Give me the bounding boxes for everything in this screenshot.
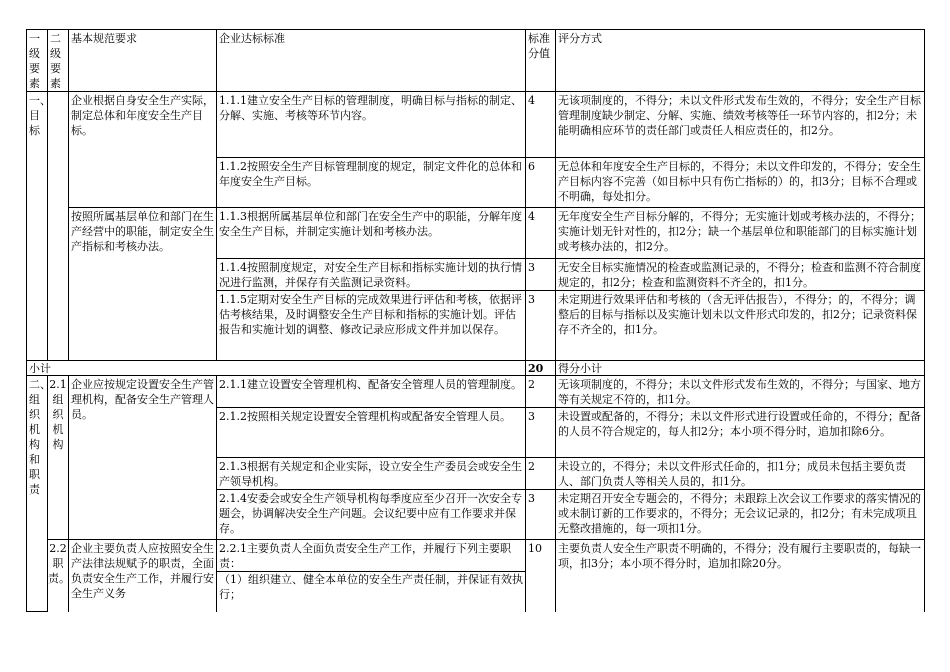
score-cell: 4 (526, 92, 556, 158)
score-cell: 3 (526, 259, 556, 291)
standard-cell (217, 540, 526, 612)
header-requirement: 基本规范要求 (69, 30, 217, 92)
standard-point: （1）组织建立、健全本单位的安全生产责任制，并保证有效执行； (219, 573, 523, 601)
header-level1: 一级要素 (27, 30, 48, 92)
standards-table-sheet (26, 29, 924, 612)
method-cell: 未定期进行效果评估和考核的（含无评估报告），不得分；的，不得分；调整后的目标与指标以及实施计划未以文件形式印发的，扣2分；记录资料保存不齐全的，扣1分。 (556, 291, 925, 361)
method-cell: 未定期召开安全专题会的，不得分；未跟踪上次会议工作要求的落实情况的或未制订新的工作要求的，不得分；无会议记录的，扣2分；有未完成项且无整改措施的，每一项扣1分。 (556, 490, 925, 540)
requirement-cell: 企业应按规定设置安全生产管理机构，配备安全生产管理人员。 (69, 376, 217, 540)
standard-cell: 2.1.3根据有关规定和企业实际，设立安全生产委员会或安全生产领导机构。 (217, 458, 526, 490)
table-row (27, 92, 925, 158)
standard-cell: 1.1.3根据所属基层单位和部门在安全生产中的职能，分解年度安全生产目标，并制定实施计划和考核办法。 (217, 208, 526, 259)
method-cell: 未设置或配备的，不得分；未以文件形式进行设置或任命的，不得分；配备的人员不符合规定的，每人扣2分；本小项不得分时，追加扣除6分。 (556, 408, 925, 458)
table-row (27, 208, 925, 259)
level2-cell-organization: 2.1组织机构 (48, 376, 69, 540)
standard-cell: 1.1.2按照安全生产目标管理制度的规定，制定文件化的总体和年度安全生产目标。 (217, 158, 526, 208)
standard-cell: 2.1.2按照相关规定设置安全管理机构或配备安全管理人员。 (217, 408, 526, 458)
score-cell: 3 (526, 291, 556, 361)
standard-head: 2.2.1主要负责人全面负责安全生产工作，并履行下列主要职责： (219, 542, 511, 570)
header-level2: 二级要素 (48, 30, 69, 92)
header-row (27, 30, 925, 92)
level2-cell-duties: 2.2职责。 (48, 540, 69, 612)
header-score: 标准分值 (526, 30, 556, 92)
subtotal-label: 小计 (27, 361, 526, 376)
method-cell: 主要负责人安全生产职责不明确的，不得分；没有履行主要职责的，每缺一项，扣3分；本小项不得分时，追加扣除20分。 (556, 540, 925, 612)
method-cell: 未设立的，不得分；未以文件形式任命的，扣1分；成员未包括主要负责人、部门负责人等相关人员的，扣1分。 (556, 458, 925, 490)
header-standard: 企业达标标准 (217, 30, 526, 92)
method-cell: 无安全目标实施情况的检查或监测记录的，不得分；检查和监测不符合制度规定的，扣2分；检查和监测资料不齐全的，扣1分。 (556, 259, 925, 291)
method-cell: 无年度安全生产目标分解的，不得分；无实施计划或考核办法的，不得分；实施计划无针对性的，扣2分；缺一个基层单位和职能部门的目标实施计划或考核办法的，扣2分。 (556, 208, 925, 259)
table-row (27, 540, 925, 612)
score-cell: 2 (526, 458, 556, 490)
subtotal-method: 得分小计 (556, 361, 925, 376)
level1-cell-goals: 一、目标 (27, 92, 48, 361)
standard-cell: 2.1.4安委会或安全生产领导机构每季度应至少召开一次安全专题会，协调解决安全生产问题。会议纪要中应有工作要求并保存。 (217, 490, 526, 540)
requirement-cell: 企业根据自身安全生产实际，制定总体和年度安全生产目标。 (69, 92, 217, 208)
score-cell: 3 (526, 490, 556, 540)
subtotal-row (27, 361, 925, 376)
score-cell: 2 (526, 376, 556, 408)
table-row (27, 376, 925, 408)
score-cell: 4 (526, 208, 556, 259)
method-cell: 无总体和年度安全生产目标的，不得分；未以文件印发的，不得分；安全生产目标内容不完善（如目标中只有伤亡指标的）的，扣3分；目标不合理或不明确，每处扣分。 (556, 158, 925, 208)
requirement-cell: 按照所属基层单位和部门在生产经营中的职能，制定安全生产指标和考核办法。 (69, 208, 217, 361)
requirement-cell: 企业主要负责人应按照安全生产法律法规赋予的职责，全面负责安全生产工作，并履行安全生产义务 (69, 540, 217, 612)
standards-table (26, 29, 925, 612)
standard-cell: 1.1.5定期对安全生产目标的完成效果进行评估和考核，依据评估考核结果，及时调整安全生产目标和指标的实施计划。评估报告和实施计划的调整、修改记录应形成文件并加以保存。 (217, 291, 526, 361)
subtotal-score: 20 (526, 361, 556, 376)
standard-cell: 1.1.4按照制度规定，对安全生产目标和指标实施计划的执行情况进行监测，并保存有关监测记录资料。 (217, 259, 526, 291)
standard-cell: 1.1.1建立安全生产目标的管理制度，明确目标与指标的制定、分解、实施、考核等环节内容。 (217, 92, 526, 158)
method-cell: 无该项制度的，不得分；未以文件形式发布生效的，不得分；与国家、地方等有关规定不符的，扣1分。 (556, 376, 925, 408)
score-cell: 3 (526, 408, 556, 458)
score-cell: 10 (526, 540, 556, 612)
level1-cell-organization: 二、组织机构和职责 (27, 376, 48, 612)
header-method: 评分方式 (556, 30, 925, 92)
method-cell: 无该项制度的，不得分；未以文件形式发布生效的，不得分；安全生产目标管理制度缺少制定、分解、实施、绩效考核等任一环节内容的，扣2分；未能明确相应环节的责任部门或责任人相应责任的，扣2分。 (556, 92, 925, 158)
standard-cell: 2.1.1建立设置安全管理机构、配备安全管理人员的管理制度。 (217, 376, 526, 408)
level2-cell-empty (48, 92, 69, 361)
score-cell: 6 (526, 158, 556, 208)
